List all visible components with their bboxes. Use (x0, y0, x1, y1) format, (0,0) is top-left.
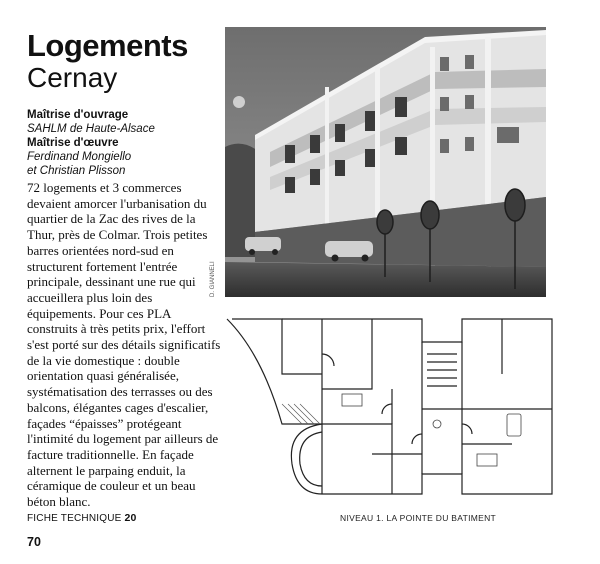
page-number: 70 (27, 535, 41, 549)
architect-line-2: et Christian Plisson (27, 165, 126, 177)
owner-label: Maîtrise d'ouvrage (27, 109, 129, 121)
article-body: 72 logements et 3 commerces devaient amorcer l'urbanisation du quartier de la Zac des rives de la Thur, près de Colmar. Trois petites barres orientées nord-sud en structurent fortement l'entrée principale, dessinant une rue qui accueillera plus loin des équipements. Pour ces PLA construits à très petits prix, l'effort s'est porté sur des détails significatifs de la vie domestique : double orientation quasi généralisée, systématisation des terrasses ou des balcons, élégantes cages d'escalier, façades “épaisses” protégeant l'intimité du logement par ailleurs de facture traditionnelle. En façade alternent le parpaing enduit, la céramique de couleur et un beau béton blanc. (27, 180, 221, 510)
plan-caption: NIVEAU 1. LA POINTE DU BATIMENT (340, 513, 497, 523)
fiche-label: FICHE TECHNIQUE (27, 513, 122, 524)
architect-label: Maîtrise d'œuvre (27, 137, 119, 149)
page-title: Logements (27, 28, 188, 63)
building-photo (225, 27, 546, 297)
fiche-technique (27, 512, 137, 524)
architect-line-1: Ferdinand Mongiello (27, 151, 132, 163)
credits-block (27, 108, 227, 178)
floor-plan (222, 314, 557, 504)
fiche-number: 20 (124, 512, 137, 524)
photo-credit: D. GIANNELI (210, 261, 216, 297)
owner-value: SAHLM de Haute-Alsace (27, 123, 155, 135)
page-subtitle: Cernay (27, 62, 118, 93)
